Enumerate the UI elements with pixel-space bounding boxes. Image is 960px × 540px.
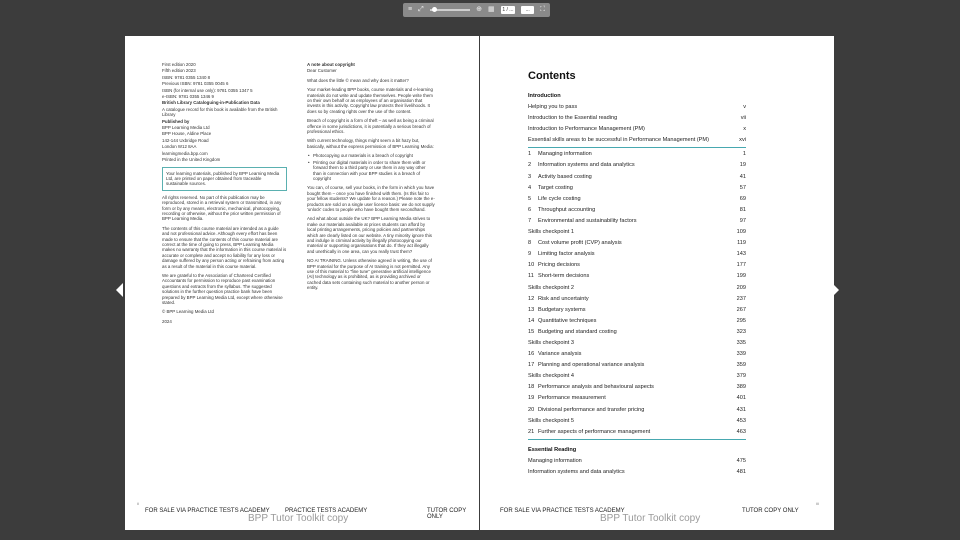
toc-entry-page: x <box>743 126 746 133</box>
toc-entry-number: 6 <box>528 206 532 213</box>
toc-entry-page: 1 <box>742 151 746 158</box>
copyright-bullet: • Printing our digital materials in order to share them with or forward them to a third party or use them in any way other than in connection with your BPP studies is a breach of copyright <box>307 160 435 182</box>
imprint-line: 142-144 Uxbridge Road <box>162 137 209 143</box>
toc-chapter-entry[interactable] <box>528 294 746 305</box>
watermark: BPP Tutor Toolkit copy <box>248 513 349 524</box>
toc-entry-label: Skills checkpoint 5 <box>528 417 575 424</box>
toc-entry-number: 8 <box>528 240 532 247</box>
toc-chapter-entry[interactable] <box>528 216 746 227</box>
toc-intro-entry[interactable] <box>528 113 746 124</box>
toc-entry-label: 1 Managing information <box>528 149 592 160</box>
imprint-line: British Library Cataloguing-in-Publication Data <box>162 100 260 106</box>
toc-entry-label: 16 Variance analysis <box>528 349 581 360</box>
zoom-in-icon[interactable]: ⊕ <box>476 6 482 13</box>
toc-chapter-entry[interactable] <box>528 305 746 316</box>
zoom-input[interactable]: ... <box>521 6 534 14</box>
toc-entry-label: Managing information <box>528 457 582 464</box>
imprint-line: e-ISBN: 9781 0355 1346 9 <box>162 94 214 100</box>
copyright-paragraph: You can, of course, sell your books, in the form in which you have bought them – once you have finished with them. (Is this fair to your fellow students? We update for a reason.) Please note the e-products are sold on a single user licence basis: we do not supply 'unlock' codes to people who have bought them secondhand. <box>307 185 435 212</box>
toc-intro-entry[interactable] <box>528 102 746 113</box>
toc-intro-entry[interactable] <box>528 135 746 146</box>
toc-entry-page: 57 <box>739 184 746 191</box>
toc-entry-label: 8 Cost volume profit (CVP) analysis <box>528 238 622 249</box>
toc-entry-label: 15 Budgeting and standard costing <box>528 327 617 338</box>
watermark: BPP Tutor Toolkit copy <box>600 513 701 524</box>
toc-entry-page: 41 <box>739 173 746 180</box>
toc-chapter-entry[interactable] <box>528 271 746 282</box>
left-page <box>125 36 479 530</box>
imprint-paragraph: The contents of this course material are intended as a guide and not professional advice. Although every effort has been made to ensure that the contents of this course material are correct at the time of going to press, BPP Learning Media makes no warranty that the information in this course material is accurate or complete and accept no liability for any loss or damage suffered by any person acting or refraining from acting as a result of the material in this course material. <box>162 225 287 269</box>
toc-entry-label: 9 Limiting factor analysis <box>528 249 595 260</box>
toc-entry-label: 2 Information systems and data analytics <box>528 160 635 171</box>
imprint-column <box>162 62 287 328</box>
imprint-line: Previous ISBN: 9781 0355 0045 6 <box>162 81 229 87</box>
spacer <box>307 292 435 295</box>
toc-entry-label: 6 Throughput accounting <box>528 205 595 216</box>
toc-chapter-entry[interactable] <box>528 316 746 327</box>
imprint-paragraph: © BPP Learning Media Ltd <box>162 309 214 315</box>
toc-entry-label: 5 Life cycle costing <box>528 194 581 205</box>
imprint-line: Published by <box>162 118 190 124</box>
copyright-note-column <box>307 62 435 295</box>
toc-entry-number: 15 <box>528 328 535 335</box>
toc-entry-number: 1 <box>528 151 532 158</box>
toc-entry-page: 431 <box>736 406 746 413</box>
toc-chapter-entry[interactable] <box>528 260 746 271</box>
menu-icon[interactable]: ≡ <box>408 6 413 13</box>
toc-entry-number: 16 <box>528 351 535 358</box>
toc-entry-page: 209 <box>736 284 746 291</box>
toc-entry-label: Introduction to Performance Management (PM) <box>528 126 645 133</box>
previous-page-arrow-icon[interactable] <box>116 283 123 297</box>
footer-tutor-copy: TUTOR COPY ONLY <box>742 508 799 514</box>
imprint-line: BPP Learning Media Ltd <box>162 125 210 131</box>
footer-sale-text: FOR SALE VIA PRACTICE TESTS ACADEMY <box>500 508 625 514</box>
toc-entry-number: 10 <box>528 262 535 269</box>
toc-entry-number: 7 <box>528 217 532 224</box>
copyright-title: A note about copyright <box>307 62 355 67</box>
toc-reading-entry[interactable] <box>528 456 746 467</box>
page-input[interactable]: 1 / ... <box>502 7 514 13</box>
toc-entry-page: 295 <box>736 317 746 324</box>
reading-heading: Essential Reading <box>528 446 577 453</box>
toc-chapter-entry[interactable] <box>528 194 746 205</box>
imprint-line: A catalogue record for this book is available from the British Library <box>162 106 278 118</box>
page-number: ii <box>137 501 139 506</box>
toc-chapter-entry[interactable] <box>528 393 746 404</box>
toc-reading-entry[interactable] <box>528 467 746 478</box>
toc-entry-number: 11 <box>528 273 534 280</box>
toc-entry-number: 4 <box>528 184 532 191</box>
footer-sale-text: FOR SALE VIA PRACTICE TESTS ACADEMY <box>145 508 270 514</box>
toc-entry-label: Helping you to pass <box>528 104 578 110</box>
toc-entry-label: 18 Performance analysis and behavioural aspects <box>528 382 654 393</box>
copyright-paragraph: Breach of copyright is a form of theft – as well as being a criminal offence in some jurisdictions, it is potentially a serious breach of professional ethics. <box>307 118 434 135</box>
footer-academy-text: PRACTICE TESTS ACADEMY <box>285 508 368 514</box>
toc-entry-number: 5 <box>528 195 532 202</box>
toc-entry-label: Skills checkpoint 1 <box>528 229 575 236</box>
toc-entry-page: 339 <box>736 351 746 358</box>
toc-entry-label: 11 Short-term decisions <box>528 271 589 282</box>
imprint-line: learningmedia.bpp.com <box>162 150 208 156</box>
toc-checkpoint-entry[interactable] <box>528 283 746 294</box>
grid-icon[interactable]: ▦ <box>487 6 495 13</box>
toc-entry-page: 177 <box>736 262 746 269</box>
imprint-paragraph: All rights reserved. No part of this publication may be reproduced, stored in a retrieval system or transmitted, in any form or by any means, electronic, mechanical, photocopying, recording or otherwise, without the prior written permission of BPP Learning Media. <box>162 194 282 222</box>
zoom-slider[interactable] <box>430 9 470 11</box>
imprint-line: London W12 8AA <box>162 144 197 150</box>
toc-chapter-entry[interactable] <box>528 183 746 194</box>
toc-entry-page: 267 <box>736 306 746 313</box>
toc-entry-page: 199 <box>736 273 746 280</box>
toc-entry-page: 453 <box>736 417 746 424</box>
imprint-line: Fifth edition 2023 <box>162 68 196 74</box>
imprint-line: Printed in the United Kingdom <box>162 157 221 163</box>
toc-entry-label: 3 Activity based costing <box>528 172 592 183</box>
divider <box>528 439 746 440</box>
toc-entry-label: Introduction to the Essential reading <box>528 115 618 122</box>
toc-checkpoint-entry[interactable] <box>528 338 746 349</box>
toc-entry-label: Information systems and data analytics <box>528 468 625 475</box>
toc-checkpoint-entry[interactable] <box>528 371 746 382</box>
toc-checkpoint-entry[interactable] <box>528 227 746 238</box>
toc-entry-label: 10 Pricing decisions <box>528 260 580 271</box>
toc-entry-page: 359 <box>736 362 746 369</box>
toc-entry-page: 109 <box>736 229 746 236</box>
toc-entry-label: 19 Performance measurement <box>528 393 606 404</box>
imprint-line: ISBN (for internal use only): 9781 0355 1347 5 <box>162 87 253 93</box>
toc-chapter-entry[interactable] <box>528 382 746 393</box>
toc-entry-label: 17 Planning and operational variance analysis <box>528 360 644 371</box>
fullscreen-icon[interactable]: ⛶ <box>540 6 545 13</box>
toc-entry-page: 401 <box>736 395 746 402</box>
toc-chapter-entry[interactable] <box>528 349 746 360</box>
toc-entry-label: 13 Budgetary systems <box>528 305 586 316</box>
toc-entry-page: 475 <box>736 457 746 464</box>
toc-entry-label: 20 Divisional performance and transfer pricing <box>528 405 644 416</box>
toc-chapter-entry[interactable] <box>528 149 746 160</box>
toc-entry-label: 7 Environmental and sustainability factors <box>528 216 637 227</box>
toc-entry-label: Skills checkpoint 3 <box>528 339 575 346</box>
copyright-paragraph: Dear Customer <box>307 68 337 74</box>
toc-entry-number: 12 <box>528 295 535 302</box>
toc-chapter-entry[interactable] <box>528 405 746 416</box>
toc-chapter-entry[interactable] <box>528 172 746 183</box>
copyright-bullet: • Photocopying our materials is a breach of copyright <box>307 153 435 158</box>
toc-entry-number: 13 <box>528 306 535 313</box>
toc-entry-page: xvi <box>739 137 746 144</box>
contents-list <box>528 91 746 478</box>
toc-chapter-entry[interactable] <box>528 249 746 260</box>
toc-entry-label: Essential skills areas to be successful in Performance Management (PM) <box>528 137 709 144</box>
toc-entry-page: vii <box>740 115 746 122</box>
toc-entry-page: 119 <box>737 240 746 247</box>
toc-entry-page: v <box>743 104 746 110</box>
imprint-line: BPP House, Aldine Place <box>162 131 212 137</box>
toc-entry-number: 9 <box>528 251 532 258</box>
toc-intro-entry[interactable] <box>528 124 746 135</box>
toc-chapter-entry[interactable] <box>528 360 746 371</box>
toc-chapter-entry[interactable] <box>528 427 746 438</box>
toc-entry-page: 69 <box>739 195 746 202</box>
imprint-line: First edition 2020 <box>162 62 196 67</box>
intro-heading: Introduction <box>528 93 561 99</box>
toc-entry-label: 14 Quantitative techniques <box>528 316 596 327</box>
toc-entry-label: 21 Further aspects of performance management <box>528 427 650 438</box>
copyright-paragraph: Your market-leading BPP books, course materials and e-learning materials do not write and update themselves. People write them on their own behalf or as employees of an organisation that invests in this activity. Copyright law protects their livelihoods. It does so by creating rights over the use of the content. <box>307 87 433 114</box>
toc-checkpoint-entry[interactable] <box>528 416 746 427</box>
copyright-paragraph: And what about outside the UK? BPP Learning Media strives to make our materials available at prices students can afford by local printing arrangements, pricing policies and partnerships which are clearly listed on our website. A tiny minority ignore this and indulge in criminal activity by illegally photocopying our material or supporting organisations that do. If they act illegally and unethically in one area, can you really trust them? <box>307 216 432 254</box>
imprint-line: ISBN: 9781 0355 1340 8 <box>162 74 211 80</box>
imprint-paragraph: We are grateful to the Association of Chartered Certified Accountants for permission to reproduce past examination questions and extracts from the syllabus. The suggested solutions in the further question practice bank have been prepared by BPP Learning Media Ltd, except where otherwise stated. <box>162 273 283 306</box>
toc-entry-page: 81 <box>739 206 746 213</box>
toc-entry-page: 379 <box>736 373 746 380</box>
toc-chapter-entry[interactable] <box>528 160 746 171</box>
right-page <box>480 36 834 530</box>
contents-title: Contents <box>528 70 576 82</box>
toc-entry-number: 19 <box>528 395 535 402</box>
toc-entry-page: 97 <box>739 217 746 224</box>
toc-entry-label: Skills checkpoint 4 <box>528 373 575 380</box>
toc-entry-number: 17 <box>528 362 535 369</box>
toc-entry-page: 323 <box>736 328 746 335</box>
toc-entry-label: 4 Target costing <box>528 183 573 194</box>
spacer <box>162 325 287 328</box>
toc-entry-page: 481 <box>736 468 746 475</box>
toc-chapter-entry[interactable] <box>528 205 746 216</box>
toc-entry-page: 389 <box>736 384 746 391</box>
toc-entry-page: 143 <box>736 251 746 258</box>
toc-entry-page: 237 <box>736 295 746 302</box>
footer-tutor-copy: TUTOR COPY ONLY <box>427 508 467 520</box>
sustainability-box: Your learning materials, published by BPP Learning Media Ltd, are printed on paper obtained from traceable sustainable sources. <box>162 167 287 191</box>
toc-entry-number: 21 <box>528 428 535 435</box>
toc-entry-page: 463 <box>736 428 746 435</box>
page-number: iii <box>816 501 819 506</box>
toc-entry-page: 19 <box>739 162 746 169</box>
copyright-paragraph: What does the little © mean and why does it matter? <box>307 77 409 83</box>
toc-entry-number: 18 <box>528 384 535 391</box>
share-icon[interactable]: ⤢ <box>418 6 424 13</box>
toc-chapter-entry[interactable] <box>528 327 746 338</box>
divider <box>528 147 746 148</box>
viewer-toolbar <box>403 3 550 17</box>
toc-entry-number: 14 <box>528 317 535 324</box>
imprint-paragraph: 2024 <box>162 318 172 324</box>
toc-chapter-entry[interactable] <box>528 238 746 249</box>
toc-entry-number: 2 <box>528 162 532 169</box>
copyright-paragraph: NO AI TRAINING. Unless otherwise agreed in writing, the use of BPP material for the purpose of AI training is not permitted. Any use of this material to "fine tune" generative artificial intelligence (AI) technology as is prohibited, as is providing archived or cached data sets containing such material to another person or entity. <box>307 258 432 291</box>
copyright-paragraph: With current technology, things might seem a bit hazy but, basically, without the express permission of BPP Learning Media: <box>307 138 434 149</box>
toc-entry-number: 3 <box>528 173 532 180</box>
toc-entry-page: 335 <box>736 339 746 346</box>
toc-entry-label: Skills checkpoint 2 <box>528 284 575 291</box>
toc-entry-number: 20 <box>528 406 535 413</box>
toc-entry-label: 12 Risk and uncertainty <box>528 294 589 305</box>
